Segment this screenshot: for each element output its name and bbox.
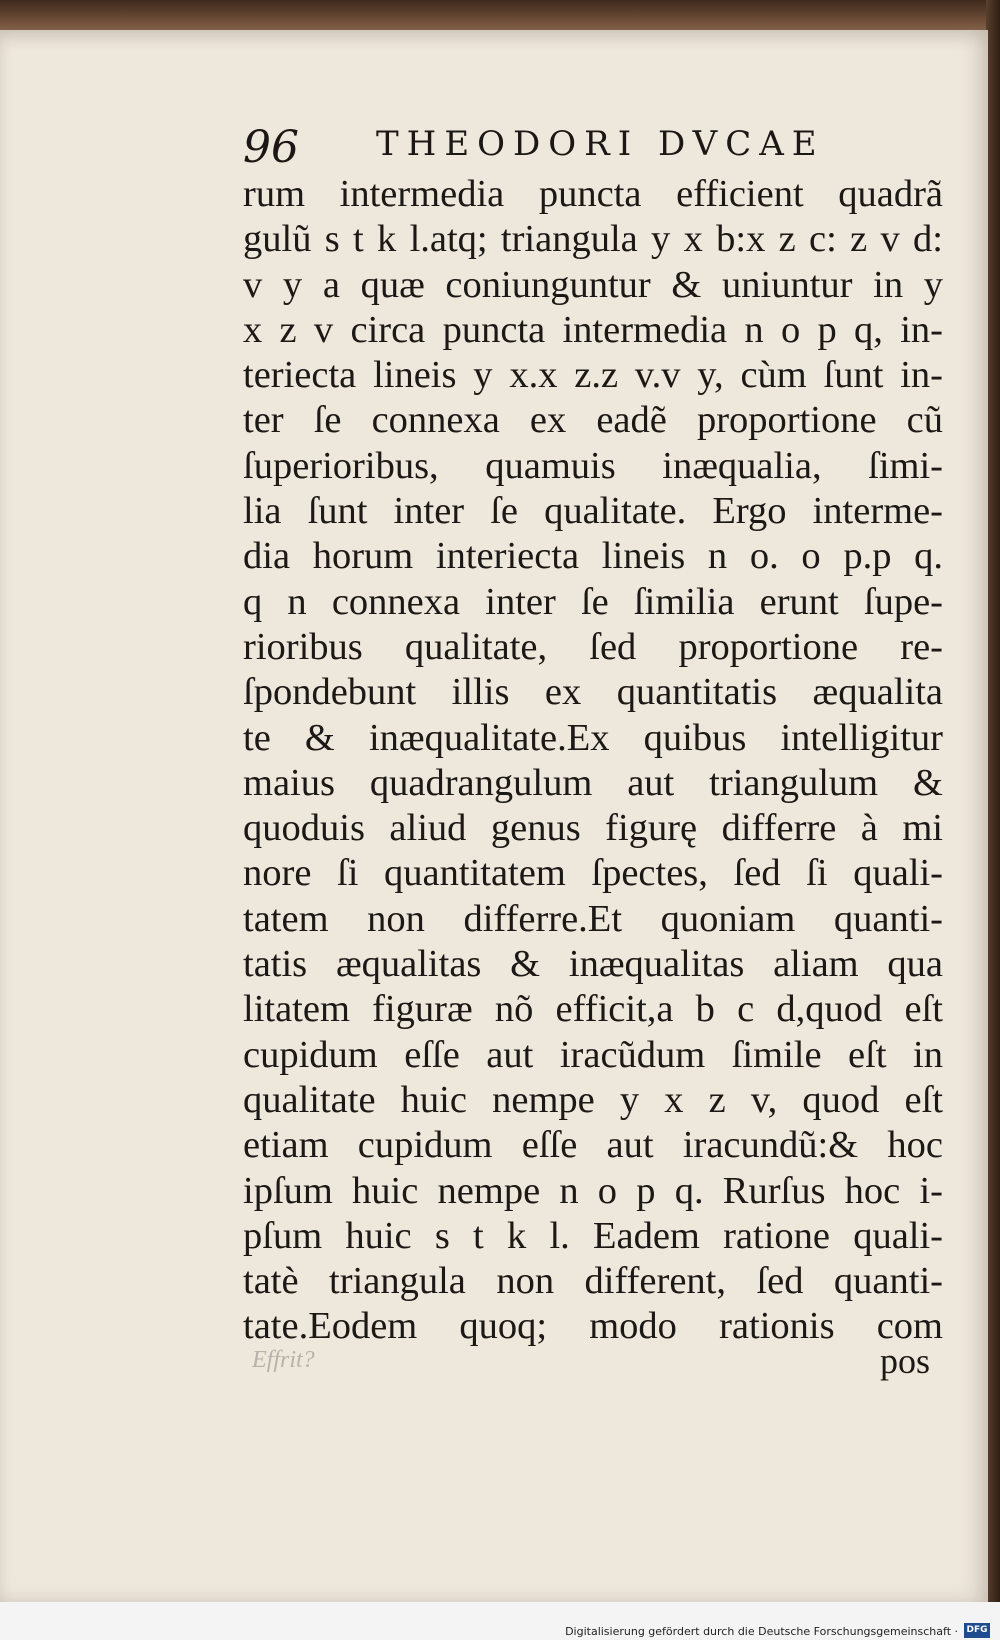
book-edge-right (986, 0, 1000, 1610)
digitization-credit: Digitalisierung gefördert durch die Deutsche Forschungsgemeinschaft · (565, 1625, 958, 1638)
body-text (243, 172, 943, 1350)
text-line: pſum huic s t k l. Eadem ratione quali- (243, 1214, 943, 1257)
text-line: maius quadrangulum aut triangulum & (243, 761, 943, 804)
text-line: ſuperioribus, quamuis inæqualia, ſimi- (243, 444, 943, 487)
text-line: etiam cupidum eſſe aut iracundũ:& hoc (243, 1124, 943, 1167)
text-line: qualitate huic nempe y x z v, quod eſt (243, 1078, 943, 1121)
text-line: tatem non differre.Et quoniam quanti- (243, 897, 943, 940)
text-line: ter ſe connexa ex eadẽ proportione cũ (243, 399, 943, 442)
text-line: rum intermedia puncta efficient quadrã (243, 173, 943, 215)
text-line: teriecta lineis y x.x z.z v.v y, cùm ſunt in- (243, 354, 943, 397)
text-line: lia ſunt inter ſe qualitate. Ergo interme- (243, 490, 943, 533)
text-line: tatis æqualitas & inæqualitas aliam qua (243, 943, 943, 986)
signature-mark: Effrit? (252, 1347, 315, 1373)
running-title: THEODORI DVCAE (376, 124, 825, 164)
text-line: tate.Eodem quoq; modo rationis com (243, 1305, 943, 1348)
book-edge-top (0, 0, 1000, 34)
text-line: tatè triangula non different, ſed quanti- (243, 1260, 943, 1303)
text-line: q n connexa inter ſe ſimilia erunt ſupe- (243, 580, 943, 623)
text-line: gulũ s t k l.atq; triangula y x b:x z c: z v d: (243, 218, 943, 261)
text-line: ipſum huic nempe n o p q. Rurſus hoc i- (243, 1169, 943, 1212)
text-line: v y a quæ coniunguntur & uniuntur in y (243, 263, 943, 306)
page-header (243, 118, 943, 178)
text-line: rioribus qualitate, ſed proportione re- (243, 625, 943, 668)
text-line: x z v circa puncta intermedia n o p q, in- (243, 308, 943, 351)
text-line: nore ſi quantitatem ſpectes, ſed ſi quali- (243, 852, 943, 895)
text-line: litatem figuræ nõ efficit,a b c d,quod eſt (243, 988, 943, 1031)
text-line: quoduis aliud genus figurę differre à mi (243, 807, 943, 850)
text-line: dia horum interiecta lineis n o. o p.p q. (243, 535, 943, 578)
page-number: 96 (243, 122, 299, 173)
text-line: te & inæqualitate.Ex quibus intelligitur (243, 716, 943, 759)
catchword: pos (880, 1341, 931, 1381)
text-line: cupidum eſſe aut iracũdum ſimile eſt in (243, 1033, 943, 1076)
dfg-logo-icon: DFG (964, 1623, 990, 1638)
text-line: ſpondebunt illis ex quantitatis æqualita (243, 671, 943, 714)
